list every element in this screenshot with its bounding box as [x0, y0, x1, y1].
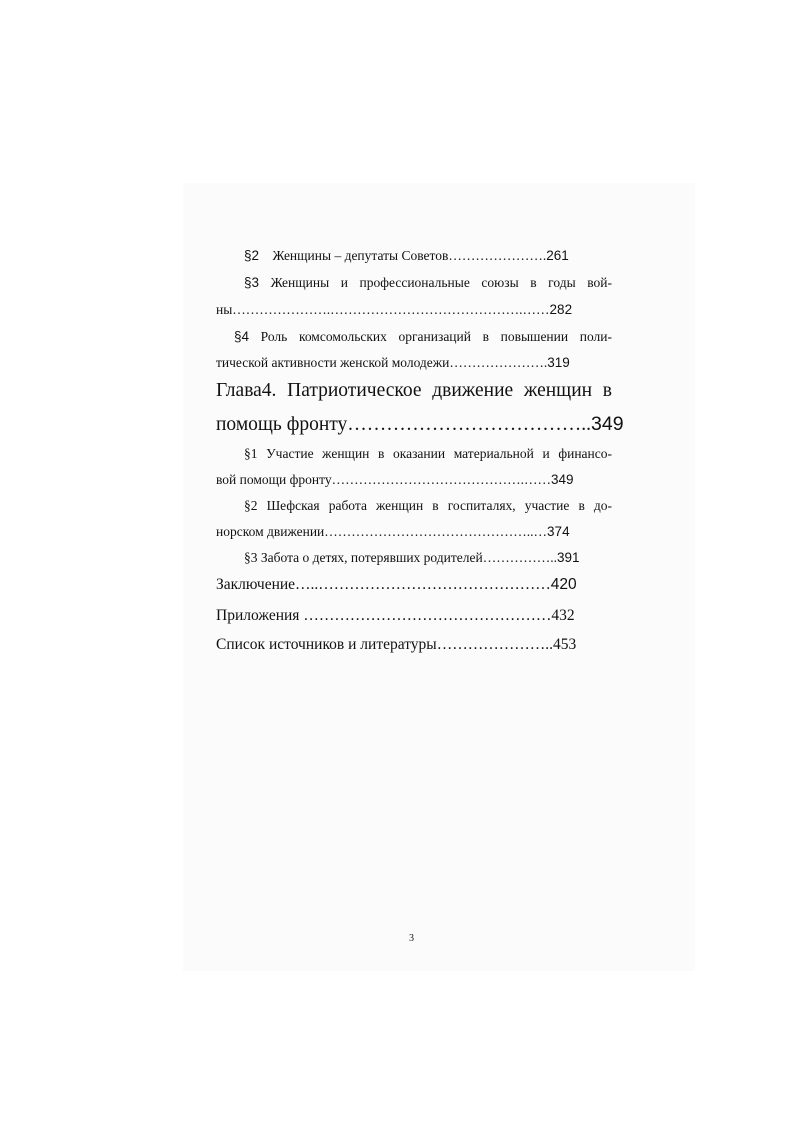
toc-chapter-4-heading-cont: [216, 413, 624, 436]
toc-entry-section-2-hospitals: [244, 498, 612, 514]
entry-title: норском движении………………………………………..…: [216, 524, 548, 539]
section-sign: §3: [244, 275, 260, 290]
entry-title: Женщины – депутаты Советов………………….: [272, 248, 547, 263]
toc-bibliography: [216, 636, 612, 654]
entry-title: §1 Участие женщин в оказании материальной и финансо-: [244, 446, 612, 461]
chapter-title: помощь фронту………………………………..: [216, 414, 592, 435]
entry-page-number: 453: [552, 636, 577, 653]
entry-page-number: 391: [557, 550, 580, 565]
toc-entry-section-1-financial-aid-cont: [216, 472, 612, 488]
entry-page-number: 420: [550, 576, 577, 593]
toc-appendices: [216, 607, 612, 625]
entry-title: §3 Забота о детях, потерявших родителей……………..: [244, 550, 557, 565]
entry-page-number: 374: [547, 524, 570, 539]
page-number: 3: [409, 933, 414, 944]
toc-conclusion: [216, 576, 612, 594]
chapter-page-number: 349: [591, 413, 624, 435]
entry-title: Список источников и литературы…………………..: [216, 636, 553, 653]
entry-page-number: 261: [546, 248, 569, 263]
toc-entry-section-4-komsomol-cont: [216, 355, 612, 371]
toc-entry-section-2-deputies: [244, 248, 612, 264]
entry-page-number: 432: [551, 607, 575, 624]
toc-entry-section-1-financial-aid: [244, 446, 612, 462]
entry-title: ны………………….…………………………………….……: [216, 302, 550, 317]
entry-title: Роль комсомольских организаций в повышении поли-: [260, 329, 612, 344]
entry-title: Заключение…..………………………………………: [216, 576, 551, 593]
entry-title: вой помощи фронту…………………………………….……: [216, 472, 551, 487]
entry-page-number: 282: [549, 302, 573, 317]
section-sign: §2: [244, 248, 260, 263]
entry-page-number: 319: [547, 355, 570, 370]
toc-entry-section-3-unions-cont: [216, 302, 612, 318]
toc-entry-section-4-komsomol: [234, 329, 612, 345]
toc-entry-section-3-orphans: [244, 550, 612, 566]
toc-chapter-4-heading: [216, 380, 612, 402]
toc-entry-section-2-hospitals-cont: [216, 524, 612, 540]
entry-title: §2 Шефская работа женщин в госпиталях, участие в до-: [244, 498, 612, 513]
entry-title: Женщины и профессиональные союзы в годы вой-: [270, 275, 613, 290]
entry-title: тической активности женской молодежи………………….: [216, 355, 548, 370]
section-sign: §4: [234, 329, 250, 344]
toc-entry-section-3-unions: [244, 275, 612, 291]
entry-title: Приложения …………………………………………: [216, 607, 552, 624]
chapter-title: Глава4. Патриотическое движение женщин в: [216, 380, 612, 401]
entry-page-number: 349: [550, 472, 574, 487]
